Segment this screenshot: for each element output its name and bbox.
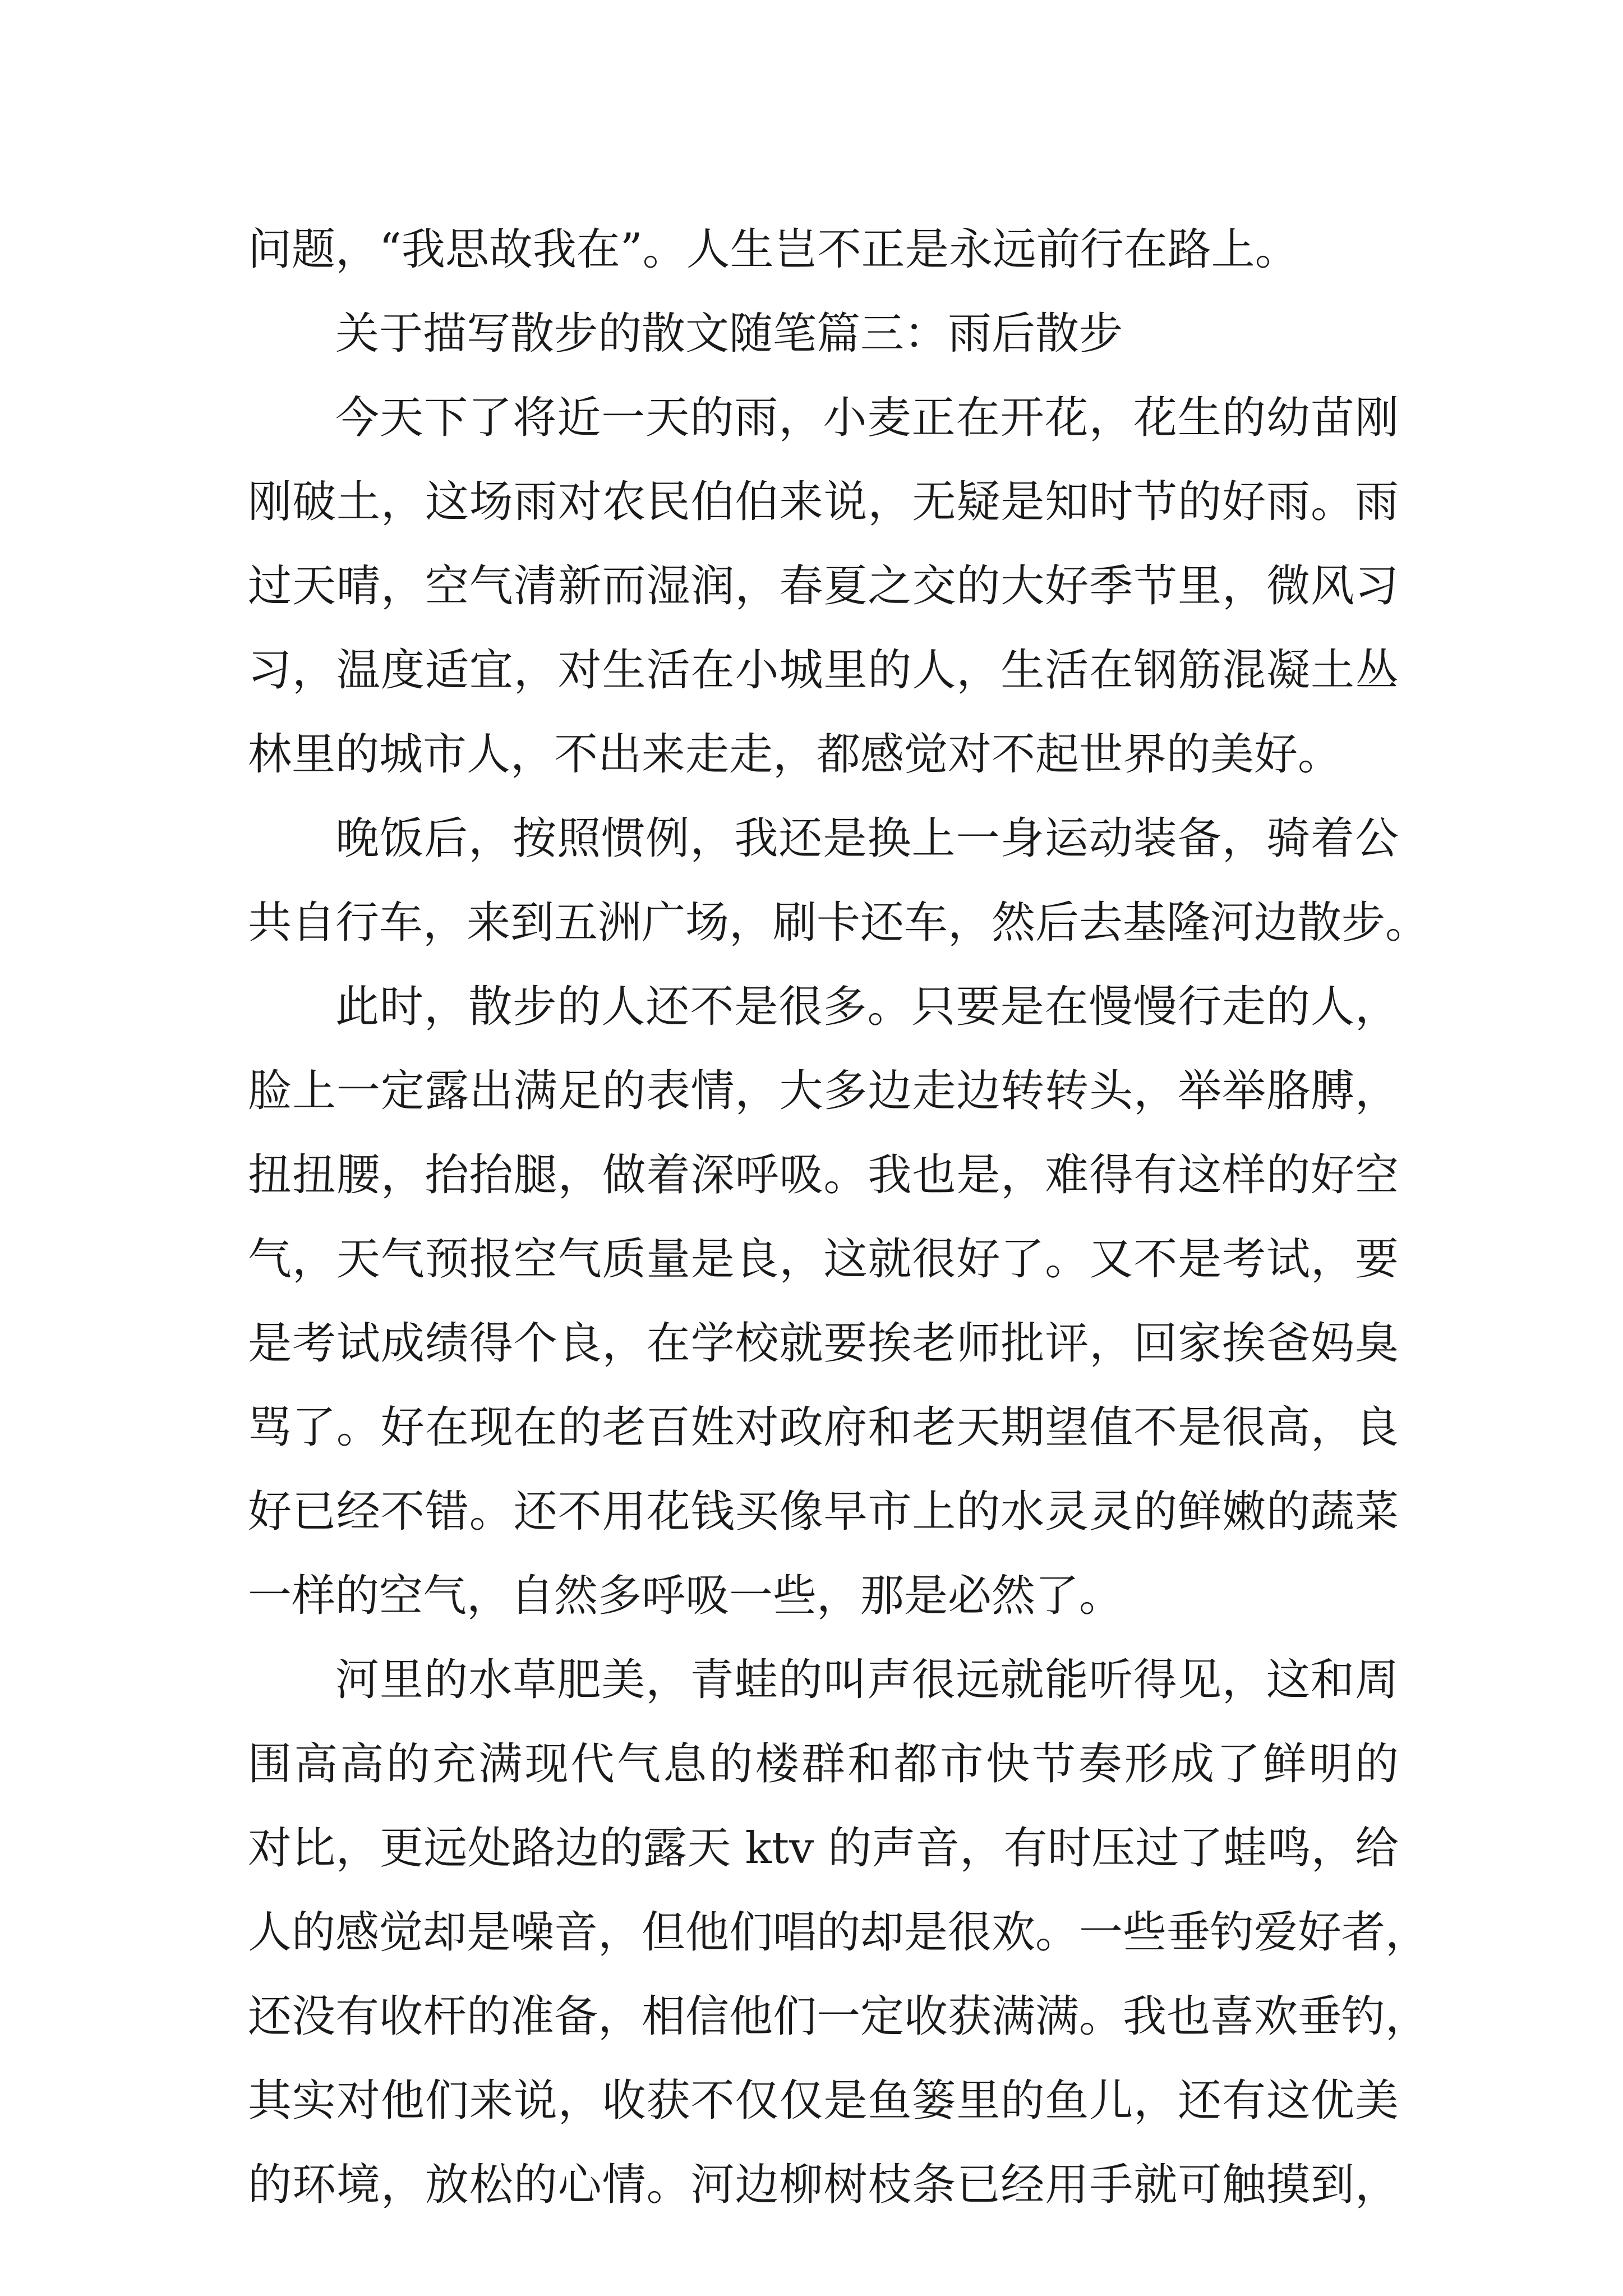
document-body [248,208,1430,2227]
text-line: 气，天气预报空气质量是良，这就很好了。又不是考试，要 [248,1234,1399,1285]
text-line: 的环境，放松的心情。河边柳树枝条已经用手就可触摸到， [248,2160,1399,2210]
text-line: 过天晴，空气清新而湿润，春夏之交的大好季节里，微风习 [248,561,1399,611]
text-line: 围高高的充满现代气息的楼群和都市快节奏形成了鲜明的 [248,1739,1399,1789]
text-line: 习，温度适宜，对生活在小城里的人，生活在钢筋混凝土丛 [248,645,1399,696]
text-line: 共自行车，来到五洲广场，刷卡还车，然后去基隆河边散步。 [248,898,1430,948]
text-line: 扭扭腰，抬抬腿，做着深呼吸。我也是，难得有这样的好空 [248,1150,1399,1200]
text-line: 脸上一定露出满足的表情，大多边走边转转头，举举胳膊， [248,1066,1399,1116]
text-line: 晚饭后，按照惯例，我还是换上一身运动装备，骑着公 [335,813,1399,864]
text-line: 人的感觉却是噪音，但他们唱的却是很欢。一些垂钓爱好者， [248,1907,1430,1958]
text-line: 此时，散步的人还不是很多。只要是在慢慢行走的人， [335,982,1399,1032]
text-line: 其实对他们来说，收获不仅仅是鱼篓里的鱼儿，还有这优美 [248,2076,1399,2126]
text-line: 今天下了将近一天的雨，小麦正在开花，花生的幼苗刚 [335,393,1399,443]
text-line: 还没有收杆的准备，相信他们一定收获满满。我也喜欢垂钓， [248,1991,1430,2042]
text-line: 一样的空气，自然多呼吸一些，那是必然了。 [248,1571,1123,1621]
text-line: 好已经不错。还不用花钱买像早市上的水灵灵的鲜嫩的蔬菜 [248,1487,1399,1537]
text-line: 骂了。好在现在的老百姓对政府和老天期望值不是很高，良 [248,1402,1399,1453]
text-line: 对比，更远处路边的露天 ktv 的声音，有时压过了蛙鸣，给 [248,1823,1399,1874]
text-line: 问题，“我思故我在”。人生岂不正是永远前行在路上。 [248,224,1299,275]
text-line: 林里的城市人，不出来走走，都感觉对不起世界的美好。 [248,729,1342,780]
text-line: 河里的水草肥美，青蛙的叫声很远就能听得见，这和周 [335,1655,1399,1705]
text-line: 刚破土，这场雨对农民伯伯来说，无疑是知时节的好雨。雨 [248,477,1399,527]
text-line: 是考试成绩得个良，在学校就要挨老师批评，回家挨爸妈臭 [248,1318,1399,1369]
text-line: 关于描写散步的散文随笔篇三：雨后散步 [335,309,1123,359]
